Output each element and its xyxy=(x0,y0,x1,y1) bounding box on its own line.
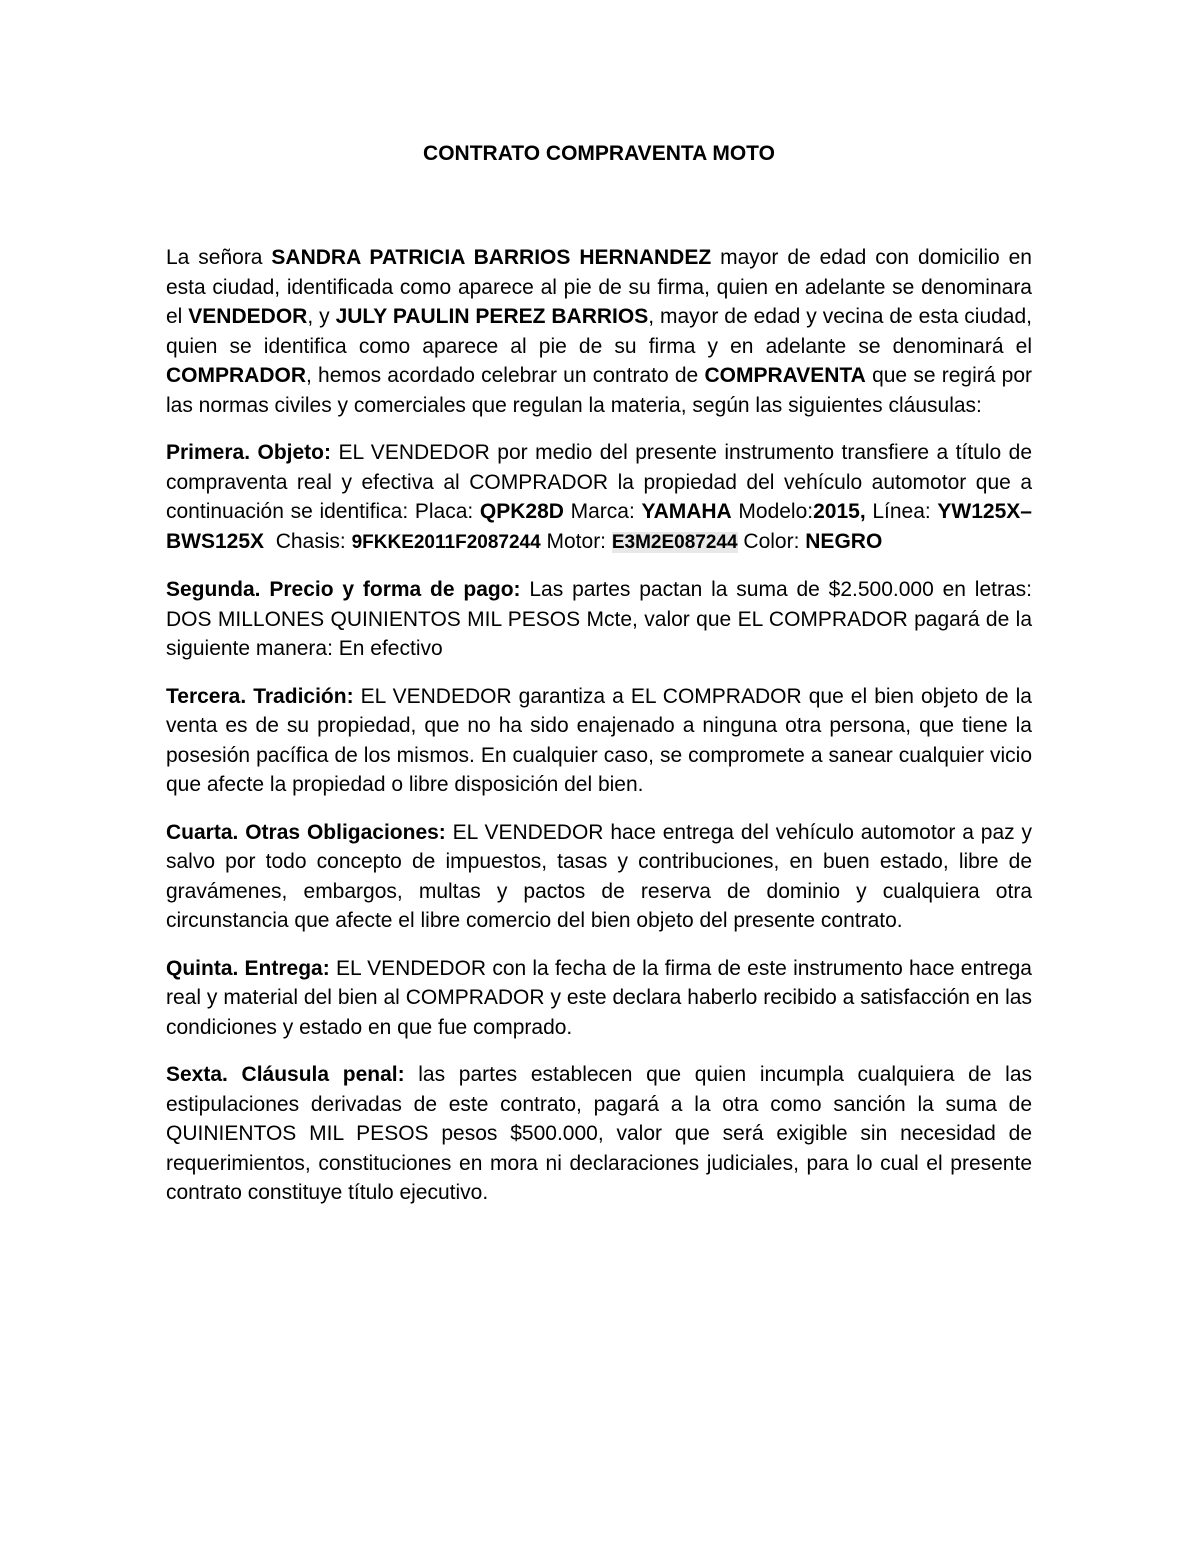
clause-tercera xyxy=(166,682,1032,800)
intro-text-6: que se regirá por las normas civiles y comerciales que regulan la materia, según las siguientes cláusulas: xyxy=(166,364,1032,417)
clause-segunda-heading: Segunda. Precio y forma de pago: xyxy=(166,578,521,601)
intro-text-4: , mayor de edad y vecina de esta ciudad, quien se identifica como aparece al pie de su firma y en adelante se denominará el xyxy=(166,305,1033,358)
clause-primera-heading: Primera. Objeto: xyxy=(166,441,331,464)
clause-sexta-heading: Sexta. Cláusula penal: xyxy=(166,1063,405,1086)
vehicle-placa: QPK28D xyxy=(479,500,564,523)
clause-sexta xyxy=(166,1060,1032,1208)
intro-text-2: mayor de edad con domicilio en esta ciudad, identificada como aparece al pie de su firma, quien en adelante se denominara el xyxy=(166,246,1032,328)
document-page xyxy=(166,140,1032,1226)
buyer-role: COMPRADOR xyxy=(166,364,306,387)
clause-primera xyxy=(166,438,1032,557)
clause-cuarta xyxy=(166,818,1032,936)
intro-text-5: , hemos acordado celebrar un contrato de xyxy=(306,364,705,387)
clause-primera-text-2: Marca: xyxy=(563,500,642,523)
vehicle-marca: YAMAHA xyxy=(641,500,732,523)
clause-primera-text-1: EL VENDEDOR por medio del presente instrumento transfiere a título de compraventa real y efectiva al COMPRADOR la propiedad del vehículo automotor que a continuación se identifica: Placa: xyxy=(166,441,1032,523)
buyer-name: JULY PAULIN PEREZ BARRIOS xyxy=(335,305,649,328)
clause-tercera-body: EL VENDEDOR garantiza a EL COMPRADOR que el bien objeto de la venta es de su propiedad, que no ha sido enajenado a ninguna otra persona, que tiene la posesión pacífica de los mismos. En cualquier caso, se compromete a sanear cualquier vicio que afecte la propiedad o libre disposición del bien. xyxy=(166,684,1032,796)
clause-primera-text-5: Chasis: xyxy=(264,529,352,553)
contract-type: COMPRAVENTA xyxy=(704,364,866,387)
clause-quinta xyxy=(166,954,1032,1043)
clause-primera-text-3: Modelo: xyxy=(731,500,814,523)
clause-quinta-heading: Quinta. Entrega: xyxy=(166,956,330,980)
clause-primera-text-6: Motor: xyxy=(540,529,612,553)
seller-role: VENDEDOR xyxy=(188,305,308,328)
vehicle-chasis: 9FKKE2011F2087244 xyxy=(351,531,541,553)
intro-paragraph xyxy=(166,243,1032,420)
clause-segunda-body: Las partes pactan la suma de $2.500.000 en letras: DOS MILLONES QUINIENTOS MIL PESOS Mcte, valor que EL COMPRADOR pagará de la siguiente manera: En efectivo xyxy=(166,578,1032,660)
clause-tercera-heading: Tercera. Tradición: xyxy=(166,684,354,708)
vehicle-modelo: 2015, xyxy=(813,500,866,523)
vehicle-linea: YW125X–BWS125X xyxy=(166,500,1032,553)
clause-primera-text-4: Línea: xyxy=(865,500,938,523)
clause-cuarta-body: EL VENDEDOR hace entrega del vehículo automotor a paz y salvo por todo concepto de impuestos, tasas y contribuciones, en buen estado, libre de gravámenes, embargos, multas y pactos de reserva de dominio y cualquiera otra circunstancia que afecte el libre comercio del bien objeto del presente contrato. xyxy=(166,820,1032,932)
intro-text-1: La señora xyxy=(166,246,272,269)
clause-sexta-body: las partes establecen que quien incumpla cualquiera de las estipulaciones derivadas de este contrato, pagará a la otra como sanción la suma de QUINIENTOS MIL PESOS pesos $500.000, valor que será exigible sin necesidad de requerimientos, constituciones en mora ni declaraciones judiciales, para lo cual el presente contrato constituye título ejecutivo. xyxy=(166,1063,1032,1204)
vehicle-color: NEGRO xyxy=(805,529,883,553)
clause-cuarta-heading: Cuarta. Otras Obligaciones: xyxy=(166,820,446,844)
clause-quinta-body: EL VENDEDOR con la fecha de la firma de este instrumento hace entrega real y material del bien al COMPRADOR y este declara haberlo recibido a satisfacción en las condiciones y estado en que fue comprado. xyxy=(166,956,1032,1039)
clause-segunda xyxy=(166,575,1032,664)
document-title: CONTRATO COMPRAVENTA MOTO xyxy=(423,142,775,165)
vehicle-motor: E3M2E087244 xyxy=(611,531,738,553)
intro-text-3: , y xyxy=(307,305,336,328)
clause-primera-text-7: Color: xyxy=(737,529,806,553)
seller-name: SANDRA PATRICIA BARRIOS HERNANDEZ xyxy=(271,246,712,269)
